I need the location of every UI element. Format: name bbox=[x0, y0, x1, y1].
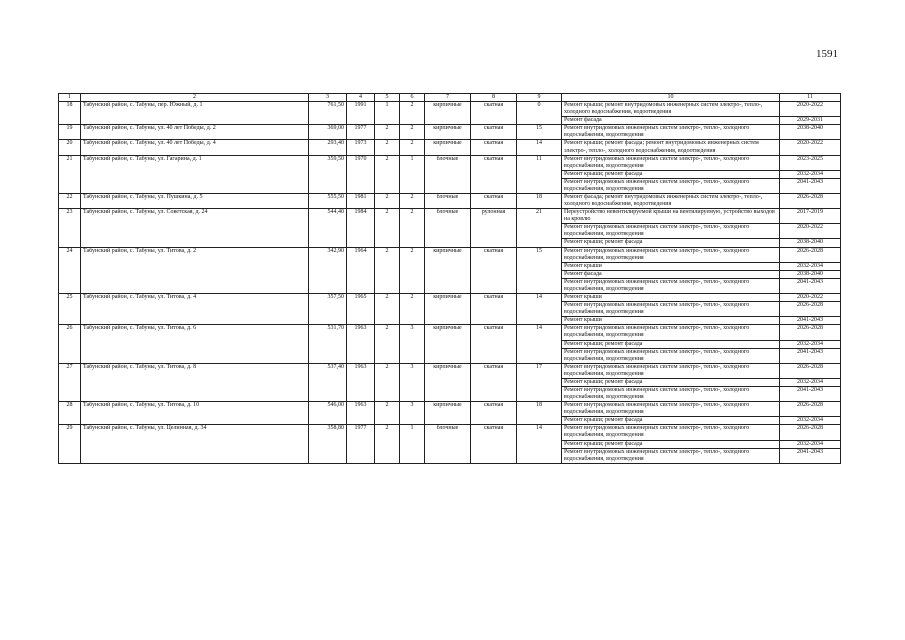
column-number: 3 bbox=[309, 94, 347, 102]
repair-period-cell: 2017-2019 bbox=[780, 209, 841, 224]
area-cell: 537,40 bbox=[309, 363, 347, 401]
column-9-cell: 11 bbox=[517, 155, 562, 193]
area-cell: 546,00 bbox=[309, 402, 347, 425]
column-9-cell: 14 bbox=[517, 325, 562, 363]
repair-work-cell: Ремонт фасада bbox=[562, 270, 780, 278]
record-number-cell: 29 bbox=[59, 425, 81, 463]
address-cell: Табунский район, с. Табуны, ул. 40 лет Победы, д. 2 bbox=[81, 125, 309, 140]
column-6-cell: 2 bbox=[400, 209, 425, 247]
table-row bbox=[59, 402, 841, 417]
column-5-cell: 2 bbox=[375, 140, 400, 155]
repair-work-cell: Ремонт внутридомовых инженерных систем электро-, тепло-, холодного водоснабжения, водоотведения bbox=[562, 125, 780, 140]
column-5-cell: 2 bbox=[375, 125, 400, 140]
address-cell: Табунский район, с. Табуны, ул. 40 лет Победы, д. 4 bbox=[81, 140, 309, 155]
column-number: 10 bbox=[562, 94, 780, 102]
repair-period-cell: 2041-2043 bbox=[780, 448, 841, 463]
repair-work-cell: Ремонт крыши; ремонт фасада bbox=[562, 440, 780, 448]
roof-type-cell: скатная bbox=[471, 102, 517, 125]
repair-period-cell: 2032-2034 bbox=[780, 262, 841, 270]
column-number: 4 bbox=[347, 94, 375, 102]
repair-work-cell: Ремонт крыши; ремонт фасада bbox=[562, 340, 780, 348]
repair-work-cell: Ремонт крыши bbox=[562, 262, 780, 270]
column-9-cell: 18 bbox=[517, 402, 562, 425]
repair-work-cell: Ремонт крыши bbox=[562, 294, 780, 302]
repair-period-cell: 2032-2034 bbox=[780, 170, 841, 178]
wall-material-cell: кирпичные bbox=[425, 102, 471, 125]
table-row bbox=[59, 125, 841, 140]
repair-period-cell: 2020-2022 bbox=[780, 224, 841, 239]
repair-work-cell: Ремонт крыши; ремонт фасада bbox=[562, 239, 780, 247]
column-9-cell: 18 bbox=[517, 194, 562, 209]
column-9-cell: 21 bbox=[517, 209, 562, 247]
record-number-cell: 24 bbox=[59, 247, 81, 293]
repair-period-cell: 2041-2043 bbox=[780, 317, 841, 325]
area-cell: 555,50 bbox=[309, 194, 347, 209]
table-row bbox=[59, 209, 841, 224]
column-9-cell: 14 bbox=[517, 294, 562, 325]
repair-work-cell: Ремонт фасада bbox=[562, 117, 780, 125]
table-row bbox=[59, 140, 841, 155]
wall-material-cell: кирпичные bbox=[425, 140, 471, 155]
wall-material-cell: кирпичные bbox=[425, 294, 471, 325]
year-cell: 1977 bbox=[347, 425, 375, 463]
column-6-cell: 2 bbox=[400, 102, 425, 125]
column-5-cell: 2 bbox=[375, 247, 400, 293]
repair-work-cell: Ремонт внутридомовых инженерных систем электро-, тепло-, холодного водоснабжения, водоотведения bbox=[562, 425, 780, 440]
year-cell: 1981 bbox=[347, 194, 375, 209]
wall-material-cell: кирпичные bbox=[425, 247, 471, 293]
address-cell: Табунский район, с. Табуны, ул. Титова, д. 10 bbox=[81, 402, 309, 425]
repair-work-cell: Ремонт крыши; ремонт фасада bbox=[562, 170, 780, 178]
address-cell: Табунский район, с. Табуны, ул. Титова, д. 6 bbox=[81, 325, 309, 363]
wall-material-cell: блочные bbox=[425, 194, 471, 209]
address-cell: Табунский район, с. Табуны, ул. Титова, д. 2 bbox=[81, 247, 309, 293]
wall-material-cell: кирпичные bbox=[425, 402, 471, 425]
column-6-cell: 2 bbox=[400, 294, 425, 325]
column-5-cell: 2 bbox=[375, 209, 400, 247]
roof-type-cell: скатная bbox=[471, 402, 517, 425]
table-row bbox=[59, 155, 841, 170]
repair-period-cell: 2041-2043 bbox=[780, 348, 841, 363]
repair-period-cell: 2026-2028 bbox=[780, 402, 841, 417]
repair-work-cell: Ремонт крыши; ремонт фасада bbox=[562, 417, 780, 425]
repair-period-cell: 2041-2043 bbox=[780, 386, 841, 401]
column-9-cell: 15 bbox=[517, 247, 562, 293]
year-cell: 1970 bbox=[347, 155, 375, 193]
column-5-cell: 2 bbox=[375, 294, 400, 325]
roof-type-cell: скатная bbox=[471, 247, 517, 293]
housing-repair-table bbox=[58, 93, 841, 464]
roof-type-cell: скатная bbox=[471, 425, 517, 463]
repair-period-cell: 2026-2028 bbox=[780, 302, 841, 317]
repair-work-cell: Ремонт внутридомовых инженерных систем электро-, тепло-, холодного водоснабжения, водоотведения bbox=[562, 302, 780, 317]
column-5-cell: 2 bbox=[375, 363, 400, 401]
repair-period-cell: 2041-2043 bbox=[780, 178, 841, 193]
table-row bbox=[59, 325, 841, 340]
roof-type-cell: скатная bbox=[471, 294, 517, 325]
record-number-cell: 21 bbox=[59, 155, 81, 193]
repair-work-cell: Ремонт внутридомовых инженерных систем электро-, тепло-, холодного водоснабжения, водоотведения bbox=[562, 178, 780, 193]
address-cell: Табунский район, с. Табуны, ул. Титова, д. 8 bbox=[81, 363, 309, 401]
page-number: 1591 bbox=[816, 48, 838, 60]
record-number-cell: 19 bbox=[59, 125, 81, 140]
record-number-cell: 26 bbox=[59, 325, 81, 363]
roof-type-cell: скатная bbox=[471, 125, 517, 140]
repair-work-cell: Ремонт внутридомовых инженерных систем электро-, тепло-, холодного водоснабжения, водоотведения bbox=[562, 155, 780, 170]
address-cell: Табунский район, с. Табуны, пер. Южный, д. 1 bbox=[81, 102, 309, 125]
roof-type-cell: скатная bbox=[471, 325, 517, 363]
column-9-cell: 14 bbox=[517, 425, 562, 463]
table-row bbox=[59, 194, 841, 209]
wall-material-cell: кирпичные bbox=[425, 363, 471, 401]
column-number: 5 bbox=[375, 94, 400, 102]
column-5-cell: 1 bbox=[375, 102, 400, 125]
column-6-cell: 2 bbox=[400, 125, 425, 140]
column-6-cell: 3 bbox=[400, 402, 425, 425]
column-number: 8 bbox=[471, 94, 517, 102]
repair-period-cell: 2026-2028 bbox=[780, 363, 841, 378]
column-number: 11 bbox=[780, 94, 841, 102]
area-cell: 293,40 bbox=[309, 140, 347, 155]
column-6-cell: 3 bbox=[400, 363, 425, 401]
column-number: 9 bbox=[517, 94, 562, 102]
table-row bbox=[59, 247, 841, 262]
repair-work-cell: Ремонт внутридомовых инженерных систем электро-, тепло-, холодного водоснабжения, водоотведения bbox=[562, 348, 780, 363]
repair-work-cell: Ремонт крыши; ремонт фасада bbox=[562, 378, 780, 386]
area-cell: 358,80 bbox=[309, 425, 347, 463]
repair-period-cell: 2020-2022 bbox=[780, 140, 841, 155]
record-number-cell: 28 bbox=[59, 402, 81, 425]
repair-work-cell: Ремонт внутридомовых инженерных систем электро-, тепло-, холодного водоснабжения, водоотведения bbox=[562, 402, 780, 417]
address-cell: Табунский район, с. Табуны, ул. Пушкина, д. 5 bbox=[81, 194, 309, 209]
year-cell: 1984 bbox=[347, 209, 375, 247]
repair-work-cell: Ремонт крыши; ремонт внутридомовых инженерных систем электро-, тепло-, холодного водоснабжения, водоотведения bbox=[562, 102, 780, 117]
repair-work-cell: Ремонт внутридомовых инженерных систем электро-, тепло-, холодного водоснабжения, водоотведения bbox=[562, 247, 780, 262]
table-row bbox=[59, 425, 841, 440]
year-cell: 1964 bbox=[347, 247, 375, 293]
year-cell: 1963 bbox=[347, 363, 375, 401]
repair-period-cell: 2038-2040 bbox=[780, 239, 841, 247]
record-number-cell: 23 bbox=[59, 209, 81, 247]
repair-period-cell: 2032-2034 bbox=[780, 340, 841, 348]
year-cell: 1963 bbox=[347, 325, 375, 363]
column-number: 2 bbox=[81, 94, 309, 102]
repair-work-cell: Ремонт крыши bbox=[562, 317, 780, 325]
year-cell: 1991 bbox=[347, 102, 375, 125]
column-9-cell: 14 bbox=[517, 140, 562, 155]
record-number-cell: 18 bbox=[59, 102, 81, 125]
address-cell: Табунский район, с. Табуны, ул. Гагарина, д. 1 bbox=[81, 155, 309, 193]
repair-period-cell: 2026-2028 bbox=[780, 425, 841, 440]
record-number-cell: 22 bbox=[59, 194, 81, 209]
repair-work-cell: Ремонт внутридомовых инженерных систем электро-, тепло-, холодного водоснабжения, водоотведения bbox=[562, 386, 780, 401]
column-number: 7 bbox=[425, 94, 471, 102]
repair-work-cell: Переустройство невентилируемой крыши на вентилируемую, устройство выходов на кровлю bbox=[562, 209, 780, 224]
repair-period-cell: 2026-2028 bbox=[780, 325, 841, 340]
repair-period-cell: 2041-2043 bbox=[780, 278, 841, 293]
roof-type-cell: скатная bbox=[471, 140, 517, 155]
address-cell: Табунский район, с. Табуны, ул. Целинная, д. 34 bbox=[81, 425, 309, 463]
repair-work-cell: Ремонт фасада; ремонт внутридомовых инженерных систем электро-, тепло-, холодного водоснабжения, водоотведения bbox=[562, 194, 780, 209]
repair-work-cell: Ремонт внутридомовых инженерных систем электро-, тепло-, холодного водоснабжения, водоотведения bbox=[562, 325, 780, 340]
repair-work-cell: Ремонт внутридомовых инженерных систем электро-, тепло-, холодного водоснабжения, водоотведения bbox=[562, 224, 780, 239]
address-cell: Табунский район, с. Табуны, ул. Советская, д. 24 bbox=[81, 209, 309, 247]
wall-material-cell: блочные bbox=[425, 155, 471, 193]
year-cell: 1963 bbox=[347, 402, 375, 425]
column-5-cell: 2 bbox=[375, 325, 400, 363]
repair-work-cell: Ремонт крыши; ремонт фасада; ремонт внутридомовых инженерных систем электро-, тепло-, холодного водоснабжения, водоотведения bbox=[562, 140, 780, 155]
repair-work-cell: Ремонт внутридомовых инженерных систем электро-, тепло-, холодного водоснабжения, водоотведения bbox=[562, 363, 780, 378]
column-number-header-row bbox=[59, 94, 841, 102]
column-6-cell: 1 bbox=[400, 155, 425, 193]
repair-work-cell: Ремонт внутридомовых инженерных систем электро-, тепло-, холодного водоснабжения, водоотведения bbox=[562, 448, 780, 463]
area-cell: 359,50 bbox=[309, 155, 347, 193]
area-cell: 544,40 bbox=[309, 209, 347, 247]
column-6-cell: 2 bbox=[400, 140, 425, 155]
repair-period-cell: 2032-2034 bbox=[780, 417, 841, 425]
repair-period-cell: 2038-2040 bbox=[780, 270, 841, 278]
repair-period-cell: 2032-2034 bbox=[780, 378, 841, 386]
repair-period-cell: 2020-2022 bbox=[780, 294, 841, 302]
area-cell: 531,70 bbox=[309, 325, 347, 363]
column-9-cell: 15 bbox=[517, 125, 562, 140]
wall-material-cell: кирпичные bbox=[425, 125, 471, 140]
column-5-cell: 2 bbox=[375, 402, 400, 425]
record-number-cell: 20 bbox=[59, 140, 81, 155]
table-row bbox=[59, 102, 841, 117]
column-9-cell: 0 bbox=[517, 102, 562, 125]
column-5-cell: 2 bbox=[375, 194, 400, 209]
column-6-cell: 3 bbox=[400, 325, 425, 363]
repair-work-cell: Ремонт внутридомовых инженерных систем электро-, тепло-, холодного водоснабжения, водоотведения bbox=[562, 278, 780, 293]
wall-material-cell: блочные bbox=[425, 425, 471, 463]
repair-period-cell: 2020-2022 bbox=[780, 102, 841, 117]
table-row bbox=[59, 294, 841, 302]
year-cell: 1977 bbox=[347, 125, 375, 140]
repair-period-cell: 2026-2028 bbox=[780, 247, 841, 262]
area-cell: 357,50 bbox=[309, 294, 347, 325]
area-cell: 369,00 bbox=[309, 125, 347, 140]
column-number: 1 bbox=[59, 94, 81, 102]
roof-type-cell: рулонная bbox=[471, 209, 517, 247]
column-6-cell: 2 bbox=[400, 194, 425, 209]
repair-period-cell: 2023-2025 bbox=[780, 155, 841, 170]
record-number-cell: 27 bbox=[59, 363, 81, 401]
repair-period-cell: 2038-2040 bbox=[780, 125, 841, 140]
area-cell: 342,90 bbox=[309, 247, 347, 293]
column-6-cell: 2 bbox=[400, 247, 425, 293]
column-9-cell: 17 bbox=[517, 363, 562, 401]
column-6-cell: 1 bbox=[400, 425, 425, 463]
wall-material-cell: блочные bbox=[425, 209, 471, 247]
repair-period-cell: 2032-2034 bbox=[780, 440, 841, 448]
column-5-cell: 2 bbox=[375, 155, 400, 193]
year-cell: 1973 bbox=[347, 140, 375, 155]
column-5-cell: 2 bbox=[375, 425, 400, 463]
roof-type-cell: скатная bbox=[471, 194, 517, 209]
roof-type-cell: скатная bbox=[471, 363, 517, 401]
wall-material-cell: кирпичные bbox=[425, 325, 471, 363]
year-cell: 1965 bbox=[347, 294, 375, 325]
area-cell: 761,50 bbox=[309, 102, 347, 125]
column-number: 6 bbox=[400, 94, 425, 102]
repair-period-cell: 2029-2031 bbox=[780, 117, 841, 125]
roof-type-cell: скатная bbox=[471, 155, 517, 193]
repair-period-cell: 2026-2028 bbox=[780, 194, 841, 209]
record-number-cell: 25 bbox=[59, 294, 81, 325]
table-row bbox=[59, 363, 841, 378]
address-cell: Табунский район, с. Табуны, ул. Титова, д. 4 bbox=[81, 294, 309, 325]
